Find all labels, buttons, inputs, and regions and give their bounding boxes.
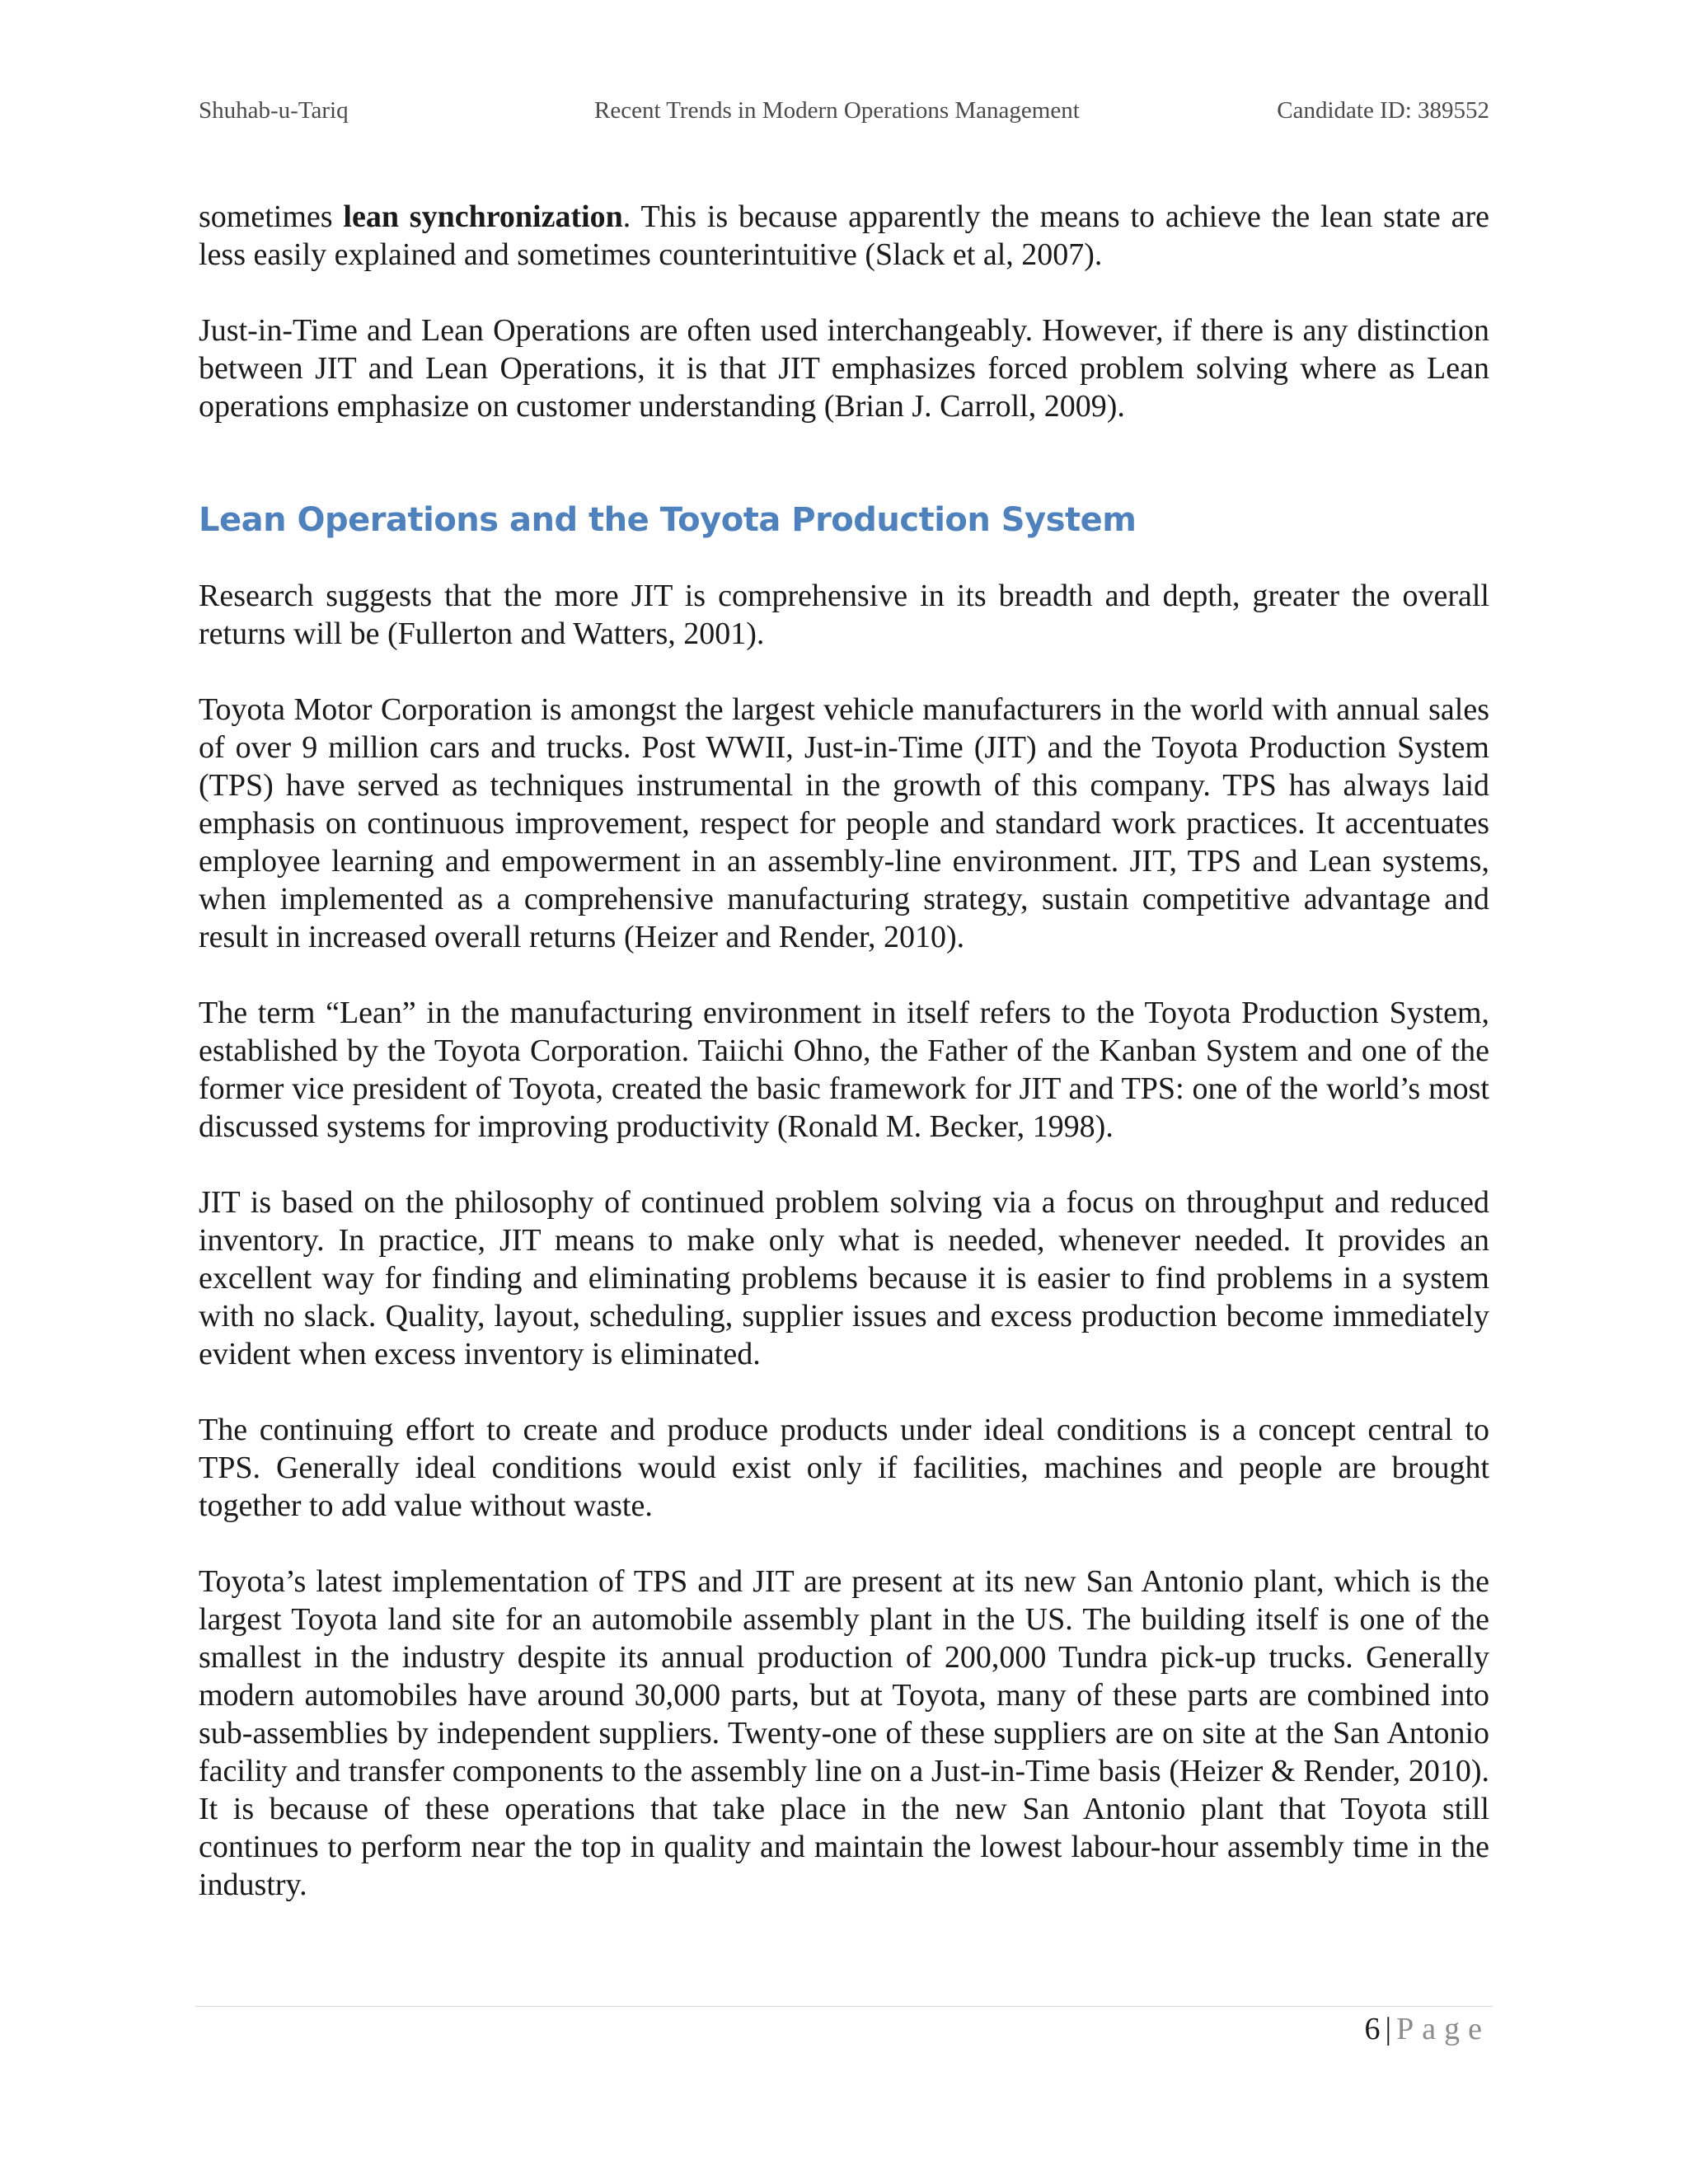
paragraph-4: Toyota Motor Corporation is amongst the largest vehicle manufacturers in the world with annual sales of over 9 million cars and trucks. Post WWII, Just-in-Time (JIT) and the Toyota Production System (TPS) have served as techniques instrumental in the growth of this company. TPS has always laid emphasis on continuous improvement, respect for people and standard work practices. It accentuates employee learning and empowerment in an assembly-line environment. JIT, TPS and Lean systems, when implemented as a comprehensive manufacturing strategy, sustain competitive advantage and result in increased overall returns (Heizer and Render, 2010). xyxy=(199,692,1489,954)
page-label: Page xyxy=(1396,2012,1490,2046)
footer-separator: | xyxy=(1385,2012,1392,2046)
paragraph-8: Toyota’s latest implementation of TPS and JIT are present at its new San Antonio plant, which is the largest Toyota land site for an automobile assembly plant in the US. The building itself is one of the smallest in the industry despite its annual production of 200,000 Tundra pick-up trucks. Generally modern automobiles have around 30,000 parts, but at Toyota, many of these parts are combined into sub-assemblies by independent suppliers. Twenty-one of these suppliers are on site at the San Antonio facility and transfer components to the assembly line on a Just-in-Time basis (Heizer & Render, 2010). It is because of these operations that take place in the new San Antonio plant that Toyota still continues to perform near the top in quality and maintain the lowest labour-hour assembly time in the industry. xyxy=(199,1564,1489,1902)
header-candidate-id: Candidate ID: 389552 xyxy=(1277,97,1489,124)
paragraph-1 xyxy=(199,198,1489,274)
page-header xyxy=(199,97,1489,130)
paragraph-5: The term “Lean” in the manufacturing environment in itself refers to the Toyota Production System, established by the Toyota Corporation. Taiichi Ohno, the Father of the Kanban System and one of the former vice president of Toyota, created the basic framework for JIT and TPS: one of the world’s most discussed systems for improving productivity (Ronald M. Becker, 1998). xyxy=(199,996,1489,1144)
footer-divider xyxy=(195,2006,1493,2007)
paragraph-1-pre: sometimes xyxy=(199,199,344,234)
page-number: 6 xyxy=(1364,2012,1381,2046)
paragraph-2: Just-in-Time and Lean Operations are often used interchangeably. However, if there is any distinction between JIT and Lean Operations, it is that JIT emphasizes forced problem solving where as Lean operations emphasize on customer understanding (Brian J. Carroll, 2009). xyxy=(199,313,1489,424)
paragraph-1-bold-term: lean synchronization xyxy=(343,199,623,234)
paragraph-3: Research suggests that the more JIT is comprehensive in its breadth and depth, greater the overall returns will be (Fullerton and Watters, 2001). xyxy=(199,579,1489,651)
header-author: Shuhab-u-Tariq xyxy=(199,97,349,124)
section-heading: Lean Operations and the Toyota Production System xyxy=(199,501,1137,539)
header-title: Recent Trends in Modern Operations Management xyxy=(594,97,1080,124)
document-body xyxy=(199,198,1489,1942)
paragraph-1-post: . This is because apparently the means to achieve the lean state are less easily explained and sometimes counterintuitive (Slack et al, 2007). xyxy=(199,199,1490,272)
paragraph-7: The continuing effort to create and produce products under ideal conditions is a concept central to TPS. Generally ideal conditions would exist only if facilities, machines and people are brought together to add value without waste. xyxy=(199,1413,1489,1523)
paragraph-6: JIT is based on the philosophy of continued problem solving via a focus on throughput and reduced inventory. In practice, JIT means to make only what is needed, whenever needed. It provides an excellent way for finding and eliminating problems because it is easier to find problems in a system with no slack. Quality, layout, scheduling, supplier issues and excess production become immediately evident when excess inventory is eliminated. xyxy=(199,1185,1489,1371)
page-footer xyxy=(1365,2011,1490,2047)
